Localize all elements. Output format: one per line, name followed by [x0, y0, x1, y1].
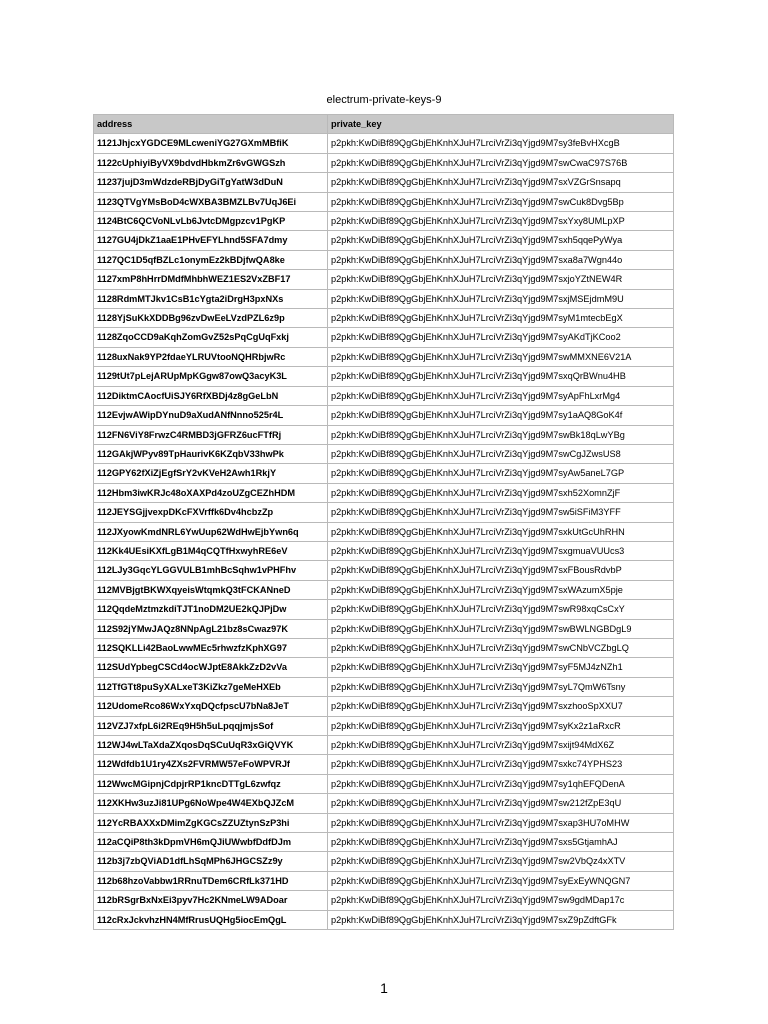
address-cell: 112LJy3GqcYLGGVULB1mhBcSqhw1vPHFhv	[94, 561, 328, 580]
address-cell: 112JXyowKmdNRL6YwUup62WdHwEjbYwn6q	[94, 522, 328, 541]
table-row	[94, 134, 674, 153]
private-key-cell: p2pkh:KwDiBf89QgGbjEhKnhXJuH7LrciVrZi3qYjgd9M7sxkUtGcUhRHN	[328, 522, 674, 541]
table-row	[94, 774, 674, 793]
table-row	[94, 600, 674, 619]
private-key-cell: p2pkh:KwDiBf89QgGbjEhKnhXJuH7LrciVrZi3qYjgd9M7sxap3HU7oMHW	[328, 813, 674, 832]
private-key-cell: p2pkh:KwDiBf89QgGbjEhKnhXJuH7LrciVrZi3qYjgd9M7sxWAzumX5pje	[328, 580, 674, 599]
address-cell: 112FN6ViY8FrwzC4RMBD3jGFRZ6ucFTfRj	[94, 425, 328, 444]
private-key-cell: p2pkh:KwDiBf89QgGbjEhKnhXJuH7LrciVrZi3qYjgd9M7sw9gdMDap17c	[328, 891, 674, 910]
address-cell: 112Kk4UEsiKXfLgB1M4qCQTfHxwyhRE6eV	[94, 541, 328, 560]
private-key-cell: p2pkh:KwDiBf89QgGbjEhKnhXJuH7LrciVrZi3qYjgd9M7sy1aAQ8GoK4f	[328, 406, 674, 425]
table-row	[94, 716, 674, 735]
address-cell: 112S92jYMwJAQz8NNpAgL21bz8sCwaz97K	[94, 619, 328, 638]
address-cell: 112DiktmCAocfUiSJY6RfXBDj4z8gGeLbN	[94, 386, 328, 405]
address-cell: 1123QTVgYMsBoD4cWXBA3BMZLBv7UqJ6Ei	[94, 192, 328, 211]
address-cell: 112TfGTt8puSyXALxeT3KiZkz7geMeHXEb	[94, 677, 328, 696]
table-row	[94, 736, 674, 755]
table-body	[94, 134, 674, 930]
private-key-cell: p2pkh:KwDiBf89QgGbjEhKnhXJuH7LrciVrZi3qYjgd9M7sw2VbQz4xXTV	[328, 852, 674, 871]
table-row	[94, 386, 674, 405]
private-key-cell: p2pkh:KwDiBf89QgGbjEhKnhXJuH7LrciVrZi3qYjgd9M7sxzhooSpXXU7	[328, 697, 674, 716]
address-cell: 112Wdfdb1U1ry4ZXs2FVRMW57eFoWPVRJf	[94, 755, 328, 774]
private-key-cell: p2pkh:KwDiBf89QgGbjEhKnhXJuH7LrciVrZi3qYjgd9M7sw212fZpE3qU	[328, 794, 674, 813]
column-header-private-key: private_key	[328, 115, 674, 134]
private-key-cell: p2pkh:KwDiBf89QgGbjEhKnhXJuH7LrciVrZi3qYjgd9M7swR98xqCsCxY	[328, 600, 674, 619]
table-row	[94, 619, 674, 638]
private-key-cell: p2pkh:KwDiBf89QgGbjEhKnhXJuH7LrciVrZi3qYjgd9M7sw5iSFiM3YFF	[328, 503, 674, 522]
table-row	[94, 347, 674, 366]
table-row	[94, 561, 674, 580]
address-cell: 112b68hzoVabbw1RRnuTDem6CRfLk371HD	[94, 871, 328, 890]
column-header-address: address	[94, 115, 328, 134]
private-key-cell: p2pkh:KwDiBf89QgGbjEhKnhXJuH7LrciVrZi3qYjgd9M7sxh5qqePyWya	[328, 231, 674, 250]
table-row	[94, 231, 674, 250]
table-header-row	[94, 115, 674, 134]
table-row	[94, 852, 674, 871]
table-row	[94, 697, 674, 716]
address-cell: 112MVBjgtBKWXqyeisWtqmkQ3tFCKANneD	[94, 580, 328, 599]
table-row	[94, 406, 674, 425]
address-cell: 11237jujD3mWdzdeRBjDyGiTgYatW3dDuN	[94, 173, 328, 192]
document-title: electrum-private-keys-9	[326, 94, 442, 106]
private-key-cell: p2pkh:KwDiBf89QgGbjEhKnhXJuH7LrciVrZi3qYjgd9M7syExEyWNQGN7	[328, 871, 674, 890]
address-cell: 1122cUphiyiByVX9bdvdHbkmZr6vGWGSzh	[94, 153, 328, 172]
table-row	[94, 309, 674, 328]
private-key-cell: p2pkh:KwDiBf89QgGbjEhKnhXJuH7LrciVrZi3qYjgd9M7sy1qhEFQDenA	[328, 774, 674, 793]
address-cell: 112VZJ7xfpL6i2REq9H5h5uLpqqjmjsSof	[94, 716, 328, 735]
table-row	[94, 212, 674, 231]
private-key-cell: p2pkh:KwDiBf89QgGbjEhKnhXJuH7LrciVrZi3qYjgd9M7sxjMSEjdmM9U	[328, 289, 674, 308]
address-cell: 112GPY62fXiZjEgfSrY2vKVeH2Awh1RkjY	[94, 464, 328, 483]
table-row	[94, 270, 674, 289]
address-cell: 1124BtC6QCVoNLvLb6JvtcDMgpzcv1PgKP	[94, 212, 328, 231]
table-row	[94, 444, 674, 463]
address-cell: 112WwcMGipnjCdpjrRP1kncDTTgL6zwfqz	[94, 774, 328, 793]
table-row	[94, 173, 674, 192]
table-row	[94, 522, 674, 541]
table-row	[94, 794, 674, 813]
private-key-cell: p2pkh:KwDiBf89QgGbjEhKnhXJuH7LrciVrZi3qYjgd9M7syAKdTjKCoo2	[328, 328, 674, 347]
address-cell: 112JEYSGjjvexpDKcFXVrffk6Dv4hcbzZp	[94, 503, 328, 522]
table-row	[94, 755, 674, 774]
table-row	[94, 483, 674, 502]
address-cell: 112UdomeRco86WxYxqDQcfpscU7bNa8JeT	[94, 697, 328, 716]
private-key-cell: p2pkh:KwDiBf89QgGbjEhKnhXJuH7LrciVrZi3qYjgd9M7syApFhLxrMg4	[328, 386, 674, 405]
private-key-cell: p2pkh:KwDiBf89QgGbjEhKnhXJuH7LrciVrZi3qYjgd9M7syL7QmW6Tsny	[328, 677, 674, 696]
address-cell: 112YcRBAXXxDMimZgKGCsZZUZtynSzP3hi	[94, 813, 328, 832]
address-cell: 1127GU4jDkZ1aaE1PHvEFYLhnd5SFA7dmy	[94, 231, 328, 250]
private-key-cell: p2pkh:KwDiBf89QgGbjEhKnhXJuH7LrciVrZi3qYjgd9M7swMMXNE6V21A	[328, 347, 674, 366]
table-row	[94, 658, 674, 677]
table-row	[94, 871, 674, 890]
table-row	[94, 289, 674, 308]
private-key-cell: p2pkh:KwDiBf89QgGbjEhKnhXJuH7LrciVrZi3qYjgd9M7sy3feBvHXcgB	[328, 134, 674, 153]
private-key-cell: p2pkh:KwDiBf89QgGbjEhKnhXJuH7LrciVrZi3qYjgd9M7sxijt94MdX6Z	[328, 736, 674, 755]
table-row	[94, 250, 674, 269]
private-key-cell: p2pkh:KwDiBf89QgGbjEhKnhXJuH7LrciVrZi3qYjgd9M7syKx2z1aRxcR	[328, 716, 674, 735]
table-row	[94, 192, 674, 211]
private-key-cell: p2pkh:KwDiBf89QgGbjEhKnhXJuH7LrciVrZi3qYjgd9M7sxFBousRdvbP	[328, 561, 674, 580]
address-cell: 1128uxNak9YP2fdaeYLRUVtooNQHRbjwRc	[94, 347, 328, 366]
private-key-cell: p2pkh:KwDiBf89QgGbjEhKnhXJuH7LrciVrZi3qYjgd9M7syAw5aneL7GP	[328, 464, 674, 483]
table-row	[94, 677, 674, 696]
private-key-cell: p2pkh:KwDiBf89QgGbjEhKnhXJuH7LrciVrZi3qYjgd9M7sxqQrBWnu4HB	[328, 367, 674, 386]
address-cell: 112EvjwAWipDYnuD9aXudANfNnno525r4L	[94, 406, 328, 425]
private-key-cell: p2pkh:KwDiBf89QgGbjEhKnhXJuH7LrciVrZi3qYjgd9M7sxVZGrSnsapq	[328, 173, 674, 192]
table-row	[94, 891, 674, 910]
address-cell: 112SUdYpbegCSCd4ocWJptE8AkkZzD2vVa	[94, 658, 328, 677]
address-cell: 112aCQiP8th3kDpmVH6mQJiUWwbfDdfDJm	[94, 833, 328, 852]
private-key-cell: p2pkh:KwDiBf89QgGbjEhKnhXJuH7LrciVrZi3qYjgd9M7swCgJZwsUS8	[328, 444, 674, 463]
table-row	[94, 153, 674, 172]
private-key-cell: p2pkh:KwDiBf89QgGbjEhKnhXJuH7LrciVrZi3qYjgd9M7sxjoYZtNEW4R	[328, 270, 674, 289]
table-row	[94, 813, 674, 832]
private-key-cell: p2pkh:KwDiBf89QgGbjEhKnhXJuH7LrciVrZi3qYjgd9M7sxkc74YPHS23	[328, 755, 674, 774]
address-cell: 112bRSgrBxNxEi3pyv7Hc2KNmeLW9ADoar	[94, 891, 328, 910]
private-key-cell: p2pkh:KwDiBf89QgGbjEhKnhXJuH7LrciVrZi3qYjgd9M7syM1mtecbEgX	[328, 309, 674, 328]
table-row	[94, 541, 674, 560]
address-cell: 1128ZqoCCD9aKqhZomGvZ52sPqCgUqFxkj	[94, 328, 328, 347]
private-key-cell: p2pkh:KwDiBf89QgGbjEhKnhXJuH7LrciVrZi3qYjgd9M7sxZ9pZdftGFk	[328, 910, 674, 929]
private-key-cell: p2pkh:KwDiBf89QgGbjEhKnhXJuH7LrciVrZi3qYjgd9M7sxYxy8UMLpXP	[328, 212, 674, 231]
private-key-cell: p2pkh:KwDiBf89QgGbjEhKnhXJuH7LrciVrZi3qYjgd9M7swCuk8Dvg5Bp	[328, 192, 674, 211]
private-key-cell: p2pkh:KwDiBf89QgGbjEhKnhXJuH7LrciVrZi3qYjgd9M7swCwaC97S76B	[328, 153, 674, 172]
address-cell: 1127xmP8hHrrDMdfMhbhWEZ1ES2VxZBF17	[94, 270, 328, 289]
private-key-cell: p2pkh:KwDiBf89QgGbjEhKnhXJuH7LrciVrZi3qYjgd9M7swBk18qLwYBg	[328, 425, 674, 444]
table-row	[94, 503, 674, 522]
table-row	[94, 367, 674, 386]
table-row	[94, 638, 674, 657]
private-key-cell: p2pkh:KwDiBf89QgGbjEhKnhXJuH7LrciVrZi3qYjgd9M7sxgmuaVUUcs3	[328, 541, 674, 560]
table-row	[94, 464, 674, 483]
address-cell: 1128RdmMTJkv1CsB1cYgta2iDrgH3pxNXs	[94, 289, 328, 308]
private-keys-table	[93, 114, 674, 930]
address-cell: 112XKHw3uzJi81UPg6NoWpe4W4EXbQJZcM	[94, 794, 328, 813]
address-cell: 112QqdeMztmzkdiTJT1noDM2UE2kQJPjDw	[94, 600, 328, 619]
address-cell: 1121JhjcxYGDCE9MLcweniYG27GXmMBfiK	[94, 134, 328, 153]
address-cell: 112SQKLLi42BaoLwwMEc5rhwzfzKphXG97	[94, 638, 328, 657]
table-row	[94, 580, 674, 599]
private-key-cell: p2pkh:KwDiBf89QgGbjEhKnhXJuH7LrciVrZi3qYjgd9M7sxa8a7Wgn44o	[328, 250, 674, 269]
address-cell: 112Hbm3iwKRJc48oXAXPd4zoUZgCEZhHDM	[94, 483, 328, 502]
table-row	[94, 328, 674, 347]
address-cell: 112GAkjWPyv89TpHaurivK6KZqbV33hwPk	[94, 444, 328, 463]
page-number: 1	[380, 980, 388, 996]
address-cell: 1129tUt7pLejARUpMpKGgw87owQ3acyK3L	[94, 367, 328, 386]
table-row	[94, 833, 674, 852]
address-cell: 1127QC1D5qfBZLc1onymEz2kBDjfwQA8ke	[94, 250, 328, 269]
address-cell: 1128YjSuKkXDDBg96zvDwEeLVzdPZL6z9p	[94, 309, 328, 328]
private-key-cell: p2pkh:KwDiBf89QgGbjEhKnhXJuH7LrciVrZi3qYjgd9M7swBWLNGBDgL9	[328, 619, 674, 638]
address-cell: 112b3j7zbQViAD1dfLhSqMPh6JHGCSZz9y	[94, 852, 328, 871]
private-key-cell: p2pkh:KwDiBf89QgGbjEhKnhXJuH7LrciVrZi3qYjgd9M7swCNbVCZbgLQ	[328, 638, 674, 657]
private-key-cell: p2pkh:KwDiBf89QgGbjEhKnhXJuH7LrciVrZi3qYjgd9M7sxs5GtjamhAJ	[328, 833, 674, 852]
table-row	[94, 425, 674, 444]
private-key-cell: p2pkh:KwDiBf89QgGbjEhKnhXJuH7LrciVrZi3qYjgd9M7sxh52XomnZjF	[328, 483, 674, 502]
address-cell: 112WJ4wLTaXdaZXqosDqSCuUqR3xGiQVYK	[94, 736, 328, 755]
table-row	[94, 910, 674, 929]
address-cell: 112cRxJckvhzHN4MfRrusUQHg5iocEmQgL	[94, 910, 328, 929]
private-key-cell: p2pkh:KwDiBf89QgGbjEhKnhXJuH7LrciVrZi3qYjgd9M7syF5MJ4zNZh1	[328, 658, 674, 677]
